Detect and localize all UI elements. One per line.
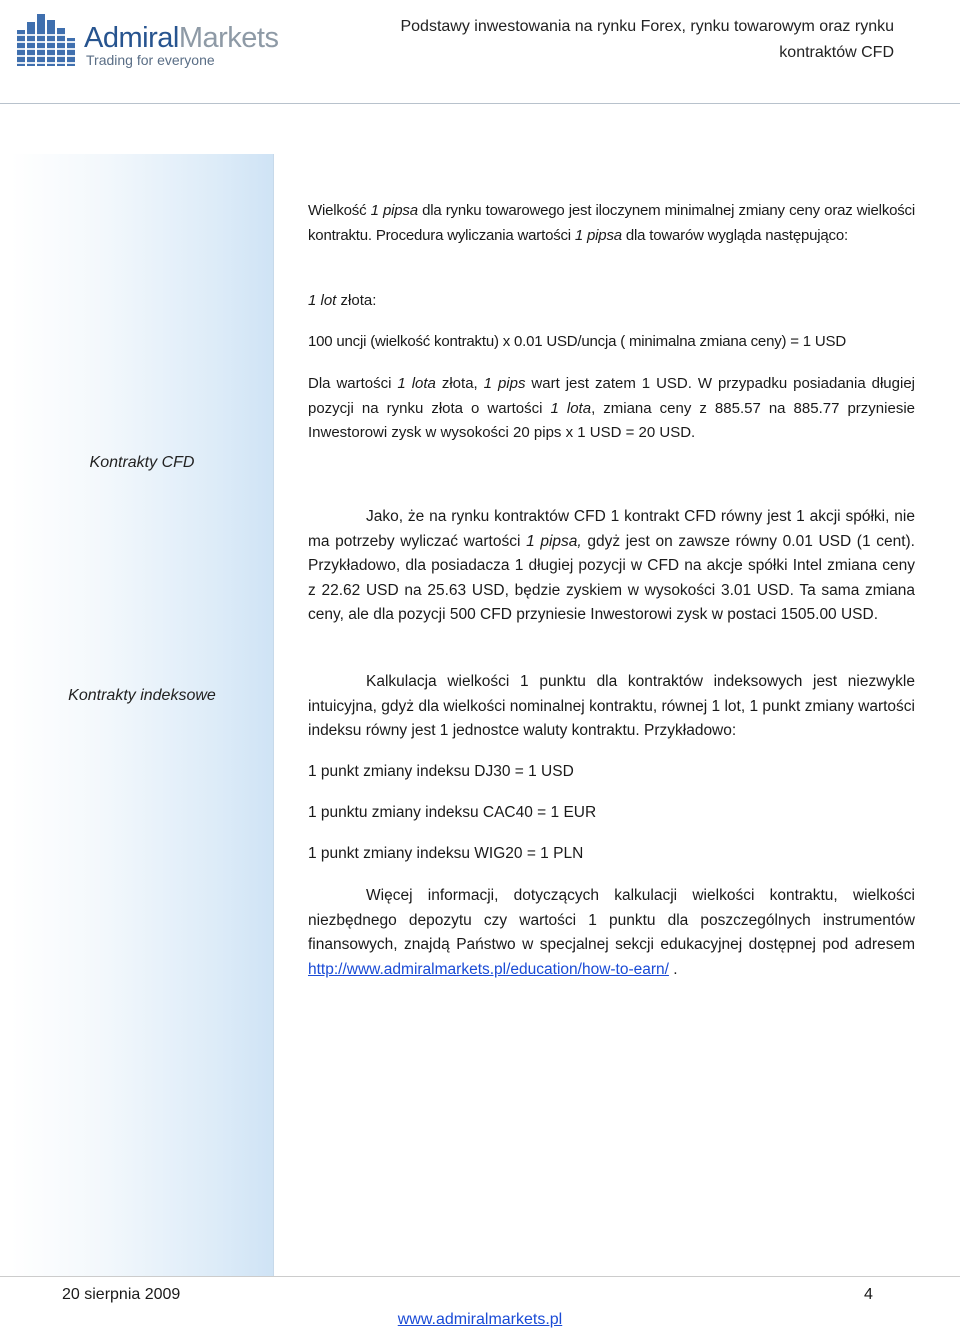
index-example-dj30: 1 punkt zmiany indeksu DJ30 = 1 USD <box>308 763 574 780</box>
sidebar-label-cfd: Kontrakty CFD <box>89 454 195 471</box>
index-example-cac40: 1 punktu zmiany indeksu CAC40 = 1 EUR <box>308 804 597 821</box>
footer-website-link[interactable]: www.admiralmarkets.pl <box>397 1311 563 1328</box>
index-point-paragraph: Kalkulacja wielkości 1 punktu dla kontraktów indeksowych jest niezwykle intuicyjna, gdyż dla wielkości nominalnej kontraktu, równej 1 lot, 1 punkt zmiany wartości indeksu równy jest 1 jednostce waluty kontraktu. Przykładowo: <box>308 673 915 739</box>
commodity-pip-paragraph: Wielkość 1 pipsa dla rynku towarowego jest iloczynem minimalnej zmiany ceny oraz wielkości kontraktu. Procedura wyliczania wartości 1 pipsa dla towarów wygląda następująco: <box>308 202 915 244</box>
logo-brand-part-1: Admiral <box>84 22 179 54</box>
page-header <box>0 0 960 104</box>
education-link[interactable]: http://www.admiralmarkets.pl/education/how-to-earn/ <box>308 960 669 978</box>
admiral-markets-logo[interactable] <box>14 8 284 70</box>
cfd-pip-paragraph: Jako, że na rynku kontraktów CFD 1 kontrakt CFD równy jest 1 akcji spółki, nie ma potrzeby wyliczać wartości 1 pipsa, gdyż jest on zawsze równy 0.01 USD (1 cent). Przykładowo, dla posiadacza 1 długiej pozycji w CFD na akcje spółki Intel zmiana ceny z 22.62 USD na 25.63 USD, będzie zyskiem w wysokości 3.01 USD. Ta sama zmiana ceny, ale dla pozycji 500 CFD przyniesie Inwestorowi zysk w postaci 1505.00 USD. <box>308 508 915 623</box>
logo-tagline: Trading for everyone <box>86 52 215 68</box>
logo-brand-part-2: Markets <box>178 22 279 54</box>
sidebar-label-index: Kontrakty indeksowe <box>68 687 216 704</box>
footer-date: 20 sierpnia 2009 <box>62 1286 181 1303</box>
page-number: 4 <box>864 1286 873 1303</box>
logo-brand-name <box>84 22 278 55</box>
index-example-wig20: 1 punkt zmiany indeksu WIG20 = 1 PLN <box>308 845 584 862</box>
gold-lot-label: 1 lot złota: <box>308 292 377 309</box>
footer-divider <box>0 1276 960 1277</box>
footer-website <box>0 1311 960 1329</box>
logo-bars-icon <box>14 8 78 70</box>
header-divider <box>0 103 960 104</box>
document-title: Podstawy inwestowania na rynku Forex, rynku towarowym oraz rynku kontraktów CFD <box>400 18 894 61</box>
gold-pip-formula: 100 uncji (wielkość kontraktu) x 0.01 USD/uncja ( minimalna zmiana ceny) = 1 USD <box>308 333 846 350</box>
sidebar-column <box>11 154 274 1276</box>
more-info-paragraph: Więcej informacji, dotyczących kalkulacji wielkości kontraktu, wielkości niezbędnego depozytu czy wartości 1 punktu dla poszczególnych instrumentów finansowych, znajdą Państwo w specjalnej sekcji edukacyjnej dostępnej pod adresem http://www.admiralmarkets.pl/education/how-to-earn/ . <box>308 887 915 978</box>
gold-example-paragraph: Dla wartości 1 lota złota, 1 pips wart jest zatem 1 USD. W przypadku posiadania długiej pozycji na rynku złota o wartości 1 lota, zmiana ceny z 885.57 na 885.77 przyniesie Inwestorowi zysk w wysokości 20 pips x 1 USD = 20 USD. <box>308 375 915 441</box>
